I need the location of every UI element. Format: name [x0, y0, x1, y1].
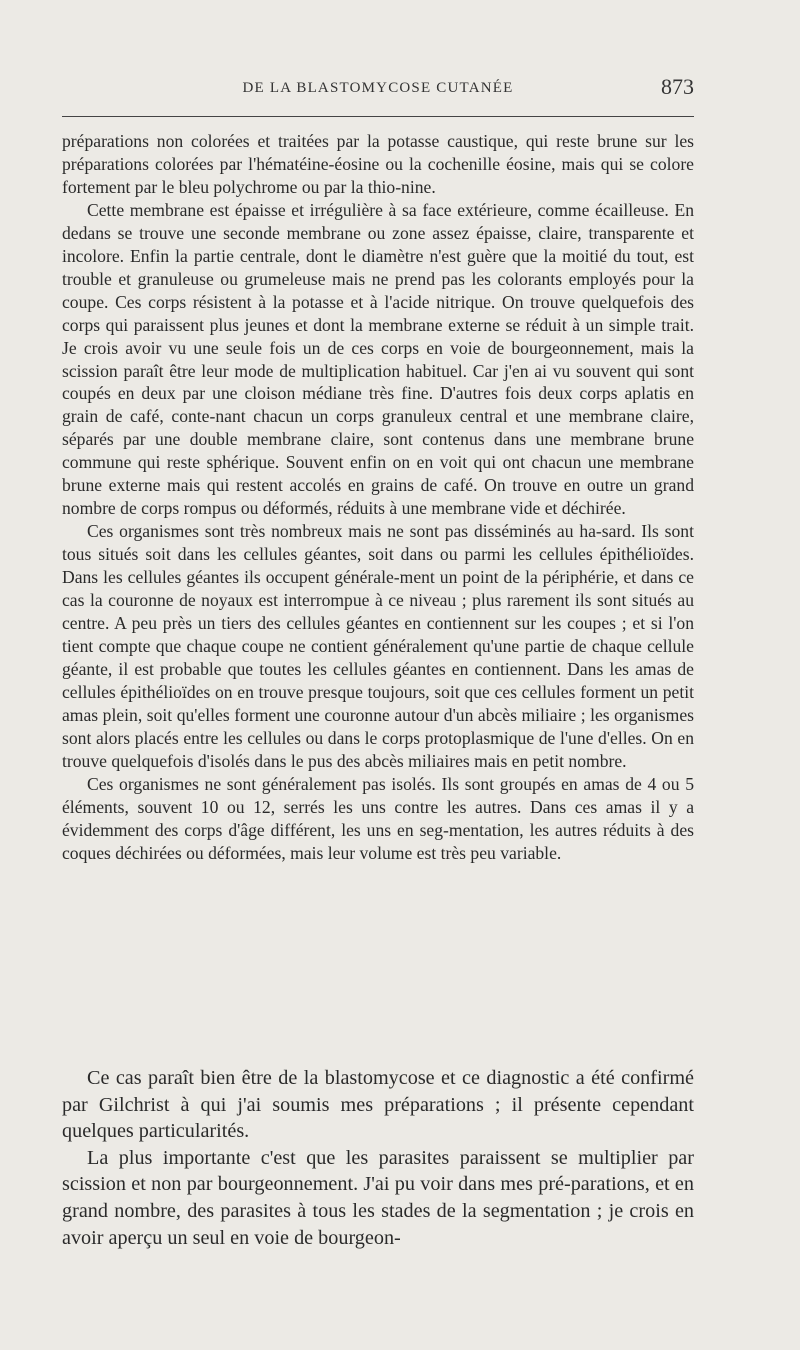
paragraph-membrane: Cette membrane est épaisse et irrégulière à sa face extérieure, comme écailleuse. En dedans se trouve une seconde membrane ou zone assez épaisse, claire, transparente et incolore. Enfin la partie centrale, dont le diamètre n'est guère que la moitié du tout, est trouble et granuleuse ou grumeleuse mais ne prend pas les colorants employés pour la coupe. Ces corps résistent à la potasse et à l'acide nitrique. On trouve quelquefois des corps qui paraissent plus jeunes et dont la membrane externe se réduit à un simple trait. Je crois avoir vu une seule fois un de ces corps en voie de bourgeonnement, mais la scission paraît être leur mode de multiplication habituel. Car j'en ai vu souvent qui sont coupés en deux par une cloison médiane très fine. D'autres fois deux corps aplatis en grain de café, conte-nant chacun un corps granuleux central et une membrane claire, séparés par une double membrane claire, sont contenus dans une membrane brune commune qui reste sphérique. Souvent enfin on en voit qui ont chacun une membrane brune externe mais qui restent accolés en grains de café. On trouve en outre un grand nombre de corps rompus ou déformés, réduits à une membrane vide et déchirée.	[62, 199, 694, 519]
page-header	[62, 74, 694, 104]
body-text-large	[62, 1065, 694, 1251]
paragraph-grouping: Ces organismes ne sont généralement pas isolés. Ils sont groupés en amas de 4 ou 5 éléments, souvent 10 ou 12, serrés les uns contre les autres. Dans ces amas il y a évidemment des corps d'âge différent, les uns en seg-mentation, les autres réduits à des coques déchirées ou déformées, mais leur volume est très peu variable.	[62, 773, 694, 863]
paragraph-distribution: Ces organismes sont très nombreux mais ne sont pas disséminés au ha-sard. Ils sont tous situés soit dans les cellules géantes, soit dans ou parmi les cellules épithélioïdes. Dans les cellules géantes ils occupent générale-ment un point de la périphérie, et dans ce cas la couronne de noyaux est interrompue à ce niveau ; plus rarement ils sont situés au centre. A peu près un tiers des cellules géantes en contiennent sur les coupes ; et si l'on tient compte que chaque coupe ne contient généralement qu'une partie de chaque cellule géante, il est probable que toutes les cellules géantes en contiennent. Dans les amas de cellules épithélioïdes on en trouve presque toujours, soit que ces cellules forment un petit amas plein, soit qu'elles forment une couronne autour d'un abcès miliaire ; les organismes sont alors placés entre les cellules ou dans le corps protoplasmique de l'une d'elles. On en trouve quelquefois d'isolés dans le pus des abcès miliaires mais en petit nombre.	[62, 521, 694, 771]
page-number: 873	[661, 74, 694, 99]
paragraph-multiplication: La plus importante c'est que les parasites paraissent se multiplier par scission et non par bourgeonnement. J'ai pu voir dans mes pré-parations, et en grand nombre, des parasites à tous les stades de la segmentation ; je crois en avoir aperçu un seul en voie de bourgeon-	[62, 1146, 694, 1249]
paragraph-diagnosis: Ce cas paraît bien être de la blastomycose et ce diagnostic a été confirmé par Gilchrist à qui j'ai soumis mes préparations ; il présente cependant quelques particularités.	[62, 1067, 694, 1143]
running-title: DE LA BLASTOMYCOSE CUTANÉE	[242, 80, 514, 96]
paragraph-continuation: préparations non colorées et traitées par la potasse caustique, qui reste brune sur les préparations colorées par l'hématéine-éosine ou la cochenille éosine, mais qui se colore fortement par le bleu polychrome ou par la thio-nine.	[62, 131, 694, 197]
header-rule	[62, 116, 694, 117]
body-text-small	[62, 130, 694, 865]
